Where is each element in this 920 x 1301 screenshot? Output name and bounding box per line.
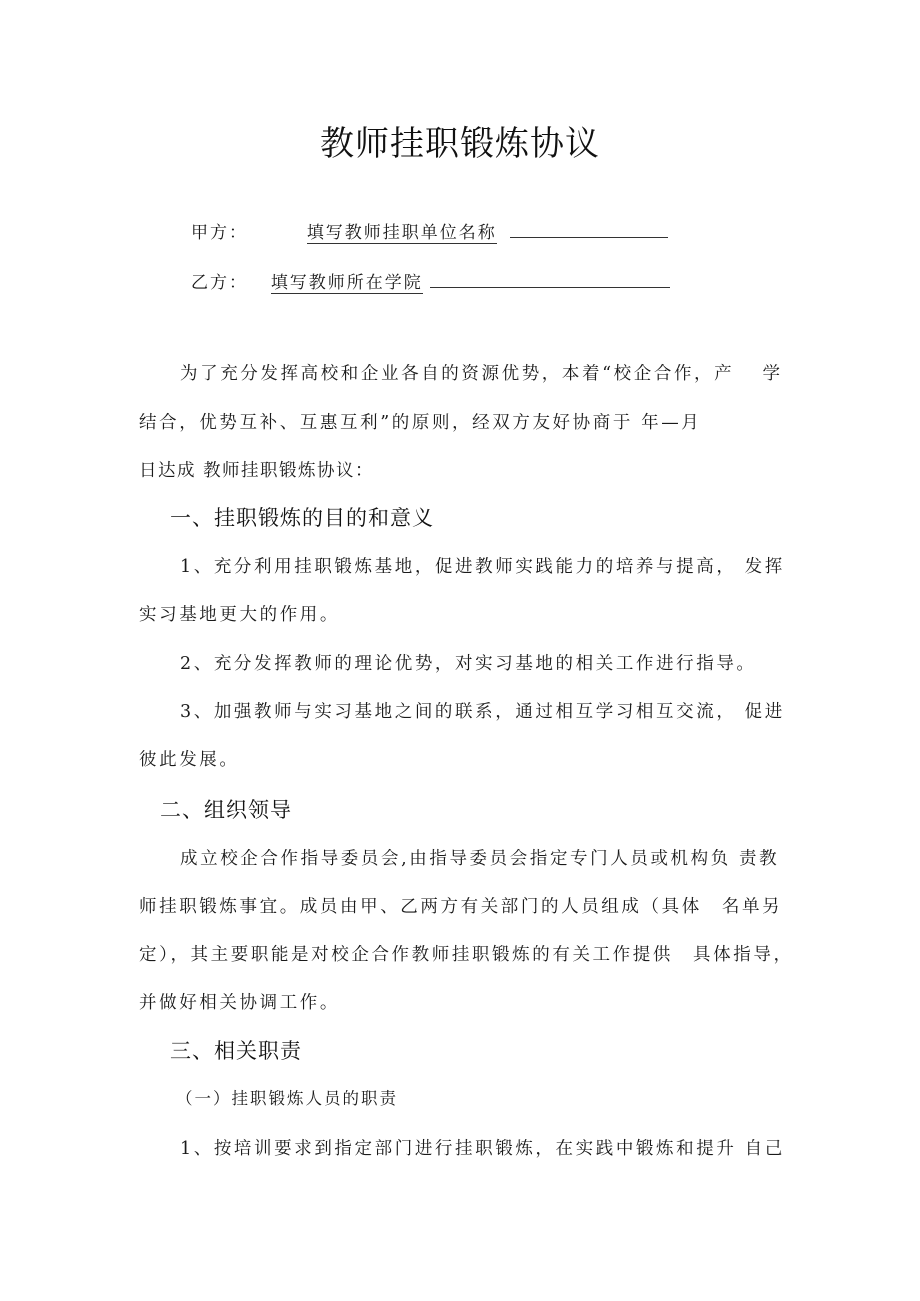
section-1-line: 实习基地更大的作用。: [139, 605, 340, 625]
intro-line-2: 结合，优势互补、互惠互利”的原则，经双方友好协商于 年—月: [139, 413, 702, 433]
party-b-value[interactable]: 填写教师所在学院: [271, 268, 423, 294]
party-a-row: [191, 218, 668, 244]
section-1-line: 2、充分发挥教师的理论优势，对实习基地的相关工作进行指导。: [180, 654, 757, 674]
section-1-heading: 一、挂职锻炼的目的和意义: [170, 506, 434, 530]
section-1-line: 3、加强教师与实习基地之间的联系，通过相互学习相互交流， 促进: [180, 702, 785, 722]
party-b-row: [191, 268, 670, 294]
party-a-label: 甲方：: [191, 223, 248, 243]
section-3-heading: 三、相关职责: [170, 1039, 302, 1063]
section-2-line: 师挂职锻炼事宜。成员由甲、乙两方有关部门的人员组成（具体 名单另: [139, 897, 783, 917]
party-a-value[interactable]: 填写教师挂职单位名称: [307, 218, 497, 244]
party-a-blank-line: [510, 219, 668, 238]
section-2-line: 成立校企合作指导委员会,由指导委员会指定专门人员或机构负 责教: [180, 849, 780, 869]
party-b-blank-line: [430, 269, 670, 288]
section-1-line: 彼此发展。: [139, 750, 240, 770]
section-3-line: 1、按培训要求到指定部门进行挂职锻炼，在实践中锻炼和提升 自己: [180, 1139, 785, 1159]
party-b-label: 乙方：: [191, 273, 248, 293]
section-2-line: 并做好相关协调工作。: [139, 993, 340, 1013]
section-3-subheading: （一）挂职锻炼人员的职责: [176, 1089, 398, 1108]
section-2-line: 定），其主要职能是对校企合作教师挂职锻炼的有关工作提供 具体指导，: [139, 945, 794, 965]
section-2-heading: 二、组织领导: [160, 798, 292, 822]
section-1-line: 1、充分利用挂职锻炼基地，促进教师实践能力的培养与提高， 发挥: [180, 557, 785, 577]
intro-line-3: 日达成 教师挂职锻炼协议：: [139, 461, 375, 481]
intro-line-1: 为了充分发挥高校和企业各自的资源优势，本着“校企合作，产 学: [180, 364, 783, 384]
document-title: 教师挂职锻炼协议: [320, 124, 600, 164]
